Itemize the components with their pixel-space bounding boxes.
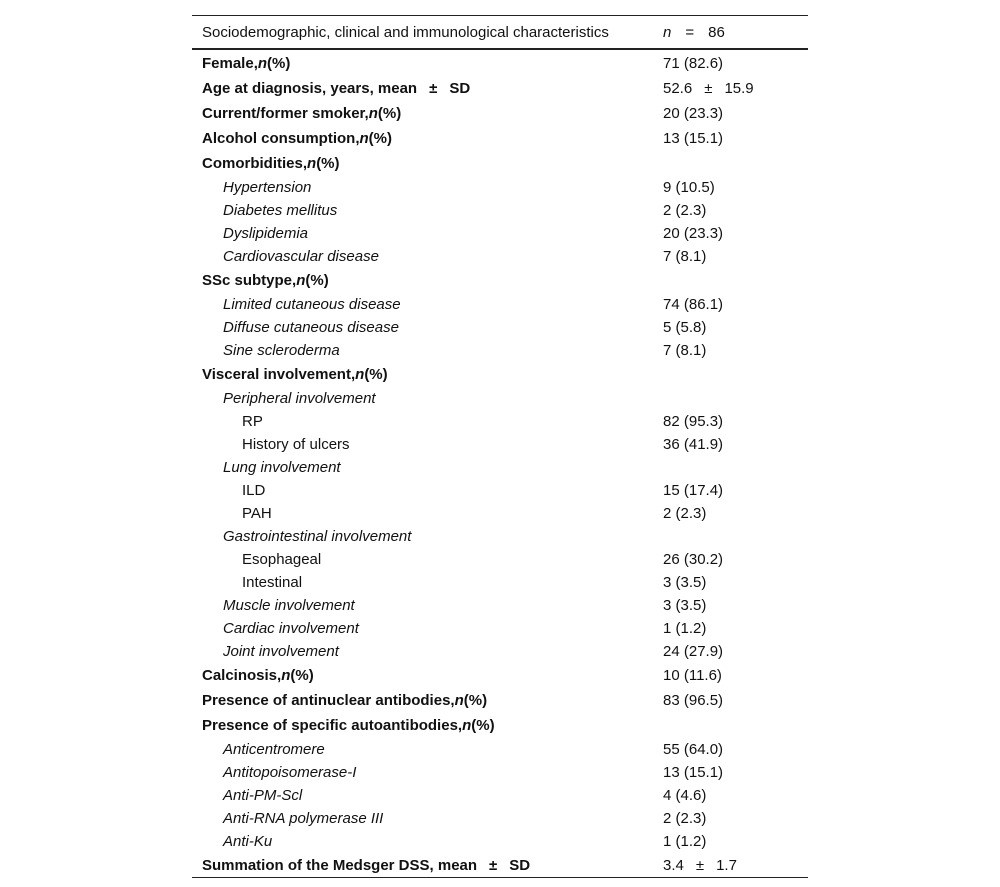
- table-row: [192, 292, 808, 315]
- n-symbol: n: [296, 272, 306, 289]
- row-value: 7 (8.1): [663, 248, 707, 265]
- table-row: [192, 570, 808, 593]
- row-value: 83 (96.5): [663, 692, 724, 709]
- row-label: [223, 741, 325, 758]
- row-value: 13 (15.1): [663, 764, 724, 781]
- table-row: [192, 50, 808, 75]
- table-row: [192, 221, 808, 244]
- table-row: [192, 524, 808, 547]
- table-row: [192, 616, 808, 639]
- sd-value: 1.7: [716, 857, 737, 874]
- table-row: [192, 100, 808, 125]
- row-label-text: Presence of specific autoantibodies,: [202, 717, 463, 734]
- row-label: [202, 155, 340, 172]
- n-symbol: n: [355, 366, 365, 383]
- row-label-text: Joint involvement: [223, 643, 339, 660]
- row-label-text: Esophageal: [242, 551, 322, 568]
- percent-symbol: (%): [316, 155, 340, 172]
- row-label-text: Cardiac involvement: [223, 620, 359, 637]
- row-label: [223, 620, 359, 637]
- row-label: [223, 459, 341, 476]
- row-label-text: Antitopoisomerase-I: [223, 764, 357, 781]
- table-row: [192, 455, 808, 478]
- row-label-text: Gastrointestinal involvement: [223, 528, 412, 545]
- row-label: [202, 692, 487, 709]
- row-label: [223, 597, 355, 614]
- row-label: [223, 179, 311, 196]
- table-row: [192, 198, 808, 221]
- table-row: [192, 244, 808, 267]
- header-sample-size: [663, 24, 725, 41]
- row-value: 3 (3.5): [663, 574, 707, 591]
- percent-symbol: (%): [377, 105, 402, 122]
- table-row: [192, 687, 808, 712]
- row-value: [663, 80, 754, 97]
- row-label: [223, 390, 376, 407]
- characteristics-table: [192, 15, 808, 878]
- row-value: 24 (27.9): [663, 643, 724, 660]
- row-value: 82 (95.3): [663, 413, 724, 430]
- row-label-text: RP: [242, 413, 263, 430]
- header-equals: =: [685, 24, 695, 41]
- row-label-text: Age at diagnosis, years, mean: [202, 80, 418, 97]
- n-symbol: n: [307, 155, 317, 172]
- row-value: 15 (17.4): [663, 482, 724, 499]
- row-value: 20 (23.3): [663, 105, 724, 122]
- header-characteristics: Sociodemographic, clinical and immunological characteristics: [202, 24, 609, 41]
- table-header: [192, 16, 808, 50]
- table-row: [192, 175, 808, 198]
- row-label-text: Current/former smoker,: [202, 105, 369, 122]
- row-value: 2 (2.3): [663, 810, 707, 827]
- row-value: 36 (41.9): [663, 436, 724, 453]
- header-n-value: 86: [708, 24, 725, 41]
- row-label-text: Cardiovascular disease: [223, 248, 379, 265]
- percent-symbol: (%): [471, 717, 495, 734]
- row-value: 74 (86.1): [663, 296, 724, 313]
- row-label: [202, 55, 290, 72]
- row-label-text: Presence of antinuclear antibodies,: [202, 692, 455, 709]
- table-row: [192, 125, 808, 150]
- row-value: 9 (10.5): [663, 179, 715, 196]
- row-label-text: Sine scleroderma: [223, 342, 340, 359]
- n-symbol: n: [281, 667, 291, 684]
- row-label: [242, 413, 263, 430]
- row-label-text: Female,: [202, 55, 258, 72]
- row-label-text: Muscle involvement: [223, 597, 355, 614]
- plus-minus-symbol: ±: [429, 80, 438, 97]
- row-label: [202, 272, 329, 289]
- row-label-text: Diabetes mellitus: [223, 202, 338, 219]
- row-label-text: Alcohol consumption,: [202, 130, 360, 147]
- n-symbol: n: [359, 130, 369, 147]
- table-row: [192, 150, 808, 175]
- row-label: [223, 342, 340, 359]
- table-row: [192, 806, 808, 829]
- row-value: 5 (5.8): [663, 319, 707, 336]
- row-label-text: PAH: [242, 505, 272, 522]
- row-label: [242, 505, 272, 522]
- row-label: [202, 667, 314, 684]
- n-symbol: n: [454, 692, 464, 709]
- row-label: [223, 225, 308, 242]
- row-value: 55 (64.0): [663, 741, 724, 758]
- table-row: [192, 662, 808, 687]
- table-row: [192, 315, 808, 338]
- table-row: [192, 361, 808, 386]
- row-value: 4 (4.6): [663, 787, 707, 804]
- row-label-text: Lung involvement: [223, 459, 341, 476]
- row-label: [223, 764, 356, 781]
- table-row: [192, 547, 808, 570]
- row-label-text: Anti-PM-Scl: [223, 787, 303, 804]
- table-row: [192, 267, 808, 292]
- row-label: [223, 319, 399, 336]
- percent-symbol: (%): [305, 272, 329, 289]
- row-label: [223, 202, 337, 219]
- table-row: [192, 852, 808, 877]
- row-label-text: Peripheral involvement: [223, 390, 376, 407]
- mean-value: 3.4: [663, 857, 684, 874]
- row-value: 20 (23.3): [663, 225, 724, 242]
- row-label-text: Intestinal: [242, 574, 303, 591]
- row-label: [223, 643, 339, 660]
- row-label: [223, 528, 411, 545]
- table-row: [192, 737, 808, 760]
- n-symbol: n: [257, 55, 268, 72]
- row-label: [202, 130, 392, 147]
- row-value: 3 (3.5): [663, 597, 707, 614]
- row-label: [202, 857, 530, 874]
- n-symbol: n: [368, 105, 378, 122]
- row-label: [242, 574, 302, 591]
- plus-minus-symbol: ±: [695, 857, 705, 874]
- row-label: [202, 717, 495, 734]
- table-row: [192, 338, 808, 361]
- sd-label: SD: [449, 80, 471, 97]
- row-label-text: Summation of the Medsger DSS, mean: [202, 857, 478, 874]
- row-value: 26 (30.2): [663, 551, 724, 568]
- row-value: 2 (2.3): [663, 202, 707, 219]
- row-label-text: Diffuse cutaneous disease: [223, 319, 399, 336]
- percent-symbol: (%): [290, 667, 314, 684]
- percent-symbol: (%): [368, 130, 392, 147]
- table-row: [192, 760, 808, 783]
- row-value: 10 (11.6): [663, 667, 722, 684]
- row-value: [663, 857, 737, 874]
- row-value: 1 (1.2): [663, 620, 707, 637]
- row-label-text: Calcinosis,: [202, 667, 282, 684]
- plus-minus-symbol: ±: [489, 857, 498, 874]
- table-row: [192, 593, 808, 616]
- row-label: [223, 248, 379, 265]
- header-n: n: [663, 24, 672, 41]
- table-row: [192, 75, 808, 100]
- row-label: [242, 482, 265, 499]
- table-row: [192, 783, 808, 806]
- row-label: [202, 105, 401, 122]
- row-label: [202, 366, 388, 383]
- row-value: 13 (15.1): [663, 130, 724, 147]
- row-value: 2 (2.3): [663, 505, 707, 522]
- table-row: [192, 386, 808, 409]
- table-row: [192, 712, 808, 737]
- table-row: [192, 478, 808, 501]
- table-row: [192, 432, 808, 455]
- row-label-text: History of ulcers: [242, 436, 350, 453]
- percent-symbol: (%): [267, 55, 291, 72]
- row-label-text: Hypertension: [223, 179, 312, 196]
- percent-symbol: (%): [364, 366, 388, 383]
- row-label: [223, 810, 383, 827]
- row-label-text: Anticentromere: [223, 741, 325, 758]
- row-label-text: Visceral involvement,: [202, 366, 356, 383]
- row-label: [202, 80, 470, 97]
- row-label-text: ILD: [242, 482, 266, 499]
- row-label: [223, 787, 302, 804]
- table-row: [192, 639, 808, 662]
- row-label-text: Limited cutaneous disease: [223, 296, 401, 313]
- table-body: [192, 50, 808, 877]
- row-label-text: Anti-RNA polymerase III: [223, 810, 384, 827]
- row-label: [242, 436, 350, 453]
- row-value: 1 (1.2): [663, 833, 707, 850]
- mean-value: 52.6: [663, 80, 693, 97]
- table-row: [192, 829, 808, 852]
- table-row: [192, 501, 808, 524]
- row-label-text: Comorbidities,: [202, 155, 308, 172]
- row-value: 71 (82.6): [663, 55, 724, 72]
- row-label: [242, 551, 321, 568]
- plus-minus-symbol: ±: [704, 80, 713, 97]
- table-row: [192, 409, 808, 432]
- row-label: [223, 833, 272, 850]
- sd-value: 15.9: [724, 80, 754, 97]
- sd-label: SD: [509, 857, 531, 874]
- row-label-text: Anti-Ku: [223, 833, 273, 850]
- row-label-text: SSc subtype,: [202, 272, 297, 289]
- row-label-text: Dyslipidemia: [223, 225, 309, 242]
- row-value: 7 (8.1): [663, 342, 707, 359]
- row-label: [223, 296, 401, 313]
- n-symbol: n: [462, 717, 472, 734]
- percent-symbol: (%): [463, 692, 488, 709]
